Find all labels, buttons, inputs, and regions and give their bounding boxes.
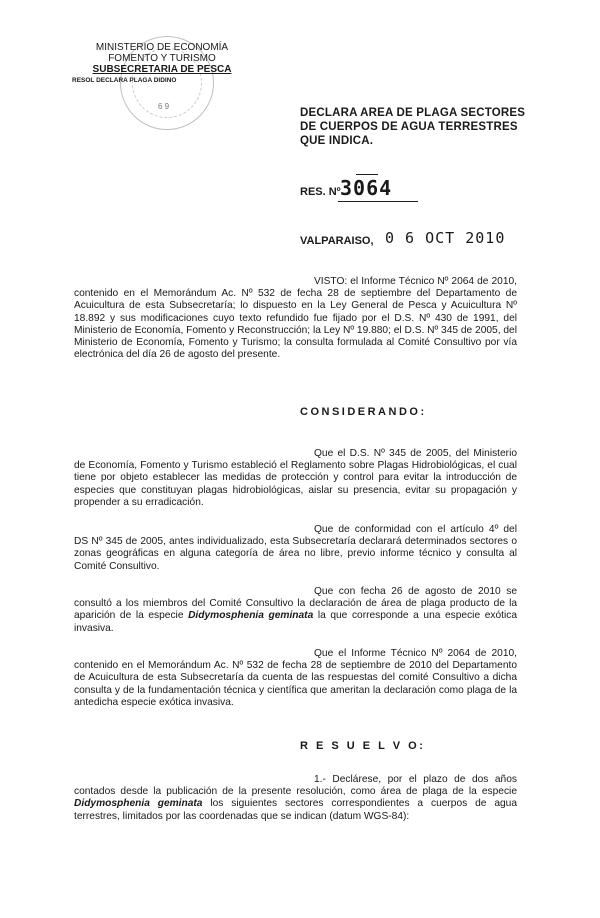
resolution-label: RES. Nº bbox=[300, 186, 341, 198]
document-title: DECLARA AREA DE PLAGA SECTORES DE CUERPOS DE AGUA TERRESTRES QUE INDICA. bbox=[300, 107, 526, 147]
ministry-subname: FOMENTO Y TURISMO bbox=[108, 53, 216, 64]
ministry-name: MINISTERIO DE ECONOMÍA bbox=[95, 42, 229, 53]
species-name: Didymosphenia geminata bbox=[188, 610, 314, 622]
resolution-dash bbox=[356, 174, 378, 175]
subsecretaria-name: SUBSECRETARIA DE PESCA bbox=[92, 64, 232, 75]
considerando-3-text-start: Que con fecha 26 de agosto de 2010 se consultó a los miembros del Comité Consultivo la declaración de área de plaga producto de la aparición de la especie bbox=[74, 586, 517, 622]
resolution-reference: RESOL DECLARA PLAGA DIDINO bbox=[72, 77, 177, 84]
date-stamp: 0 6 OCT 2010 bbox=[385, 229, 506, 247]
resolution-underline bbox=[338, 201, 418, 202]
resuelvo-1-text-end: los siguientes sectores correspondientes a cuerpos de agua terrestres, limitados por las coordenadas que se indican (datum WGS-84): bbox=[74, 798, 517, 822]
resolution-number: 3064 bbox=[340, 176, 393, 200]
considerando-paragraph-4: Que el Informe Técnico Nº 2064 de 2010, contenido en el Memorándum Ac. Nº 532 de fecha 28 de septiembre de 2010 del Departamento de Acuicultura de esta Subsecretaría da cuenta de las respuestas del comité Consultivo a dicha consulta y de la fundamentación técnica y científica que ameritan la declaración como plaga de la antedicha especie exótica invasiva. bbox=[74, 648, 517, 708]
resuelvo-heading: R E S U E L V O: bbox=[300, 740, 426, 752]
considerando-heading: CONSIDERANDO: bbox=[300, 406, 427, 418]
considerando-paragraph-2: Que de conformidad con el artículo 4º del DS Nº 345 de 2005, antes individualizado, esta Subsecretaría declarará determinados sectores o zonas geográficas en alguna categoría de área no libre, previo informe técnico y consulta al Comité Consultivo. bbox=[74, 524, 517, 572]
ministry-header bbox=[62, 42, 262, 86]
considerando-paragraph-3 bbox=[74, 586, 517, 635]
visto-paragraph: VISTO: el Informe Técnico Nº 2064 de 2010, contenido en el Memorándum Ac. Nº 532 de fecha 28 de septiembre del Departamento de Acuicultura de esta Subsecretaría; lo dispuesto en la Ley General de Pesca y Acuicultura Nº 18.892 y sus modificaciones cuyo texto refundido fue fijado por el D.S. Nº 430 de 1991, del Ministerio de Economía, Fomento y Reconstrucción; la Ley Nº 19.880; el D.S. Nº 345 de 2005, del Ministerio de Economía, Fomento y Turismo; la consulta formulada al Comité Consultivo por vía electrónica del día 26 de agosto del presente. bbox=[74, 276, 517, 361]
resuelvo-1-text-start: 1.- Declárese, por el plazo de dos años contados desde la publicación de la presente resolución, como área de plaga de la especie bbox=[74, 774, 517, 798]
considerando-paragraph-1: Que el D.S. Nº 345 de 2005, del Ministerio de Economía, Fomento y Turismo estableció el Reglamento sobre Plagas Hidrobiológicas, el cual tiene por objeto establecer las medidas de protección y control para evitar la introducción de especies que constituyan plagas hidrobiológicas, aislar su presencia, evitar su propagación y propender a su erradicación. bbox=[74, 448, 517, 508]
resuelvo-article-1 bbox=[74, 774, 517, 823]
considerando-3-text-end: la que corresponde a una especie exótica invasiva. bbox=[74, 610, 517, 634]
seal-mark: 6 9 bbox=[158, 102, 170, 111]
species-name-resuelvo: Didymosphenia geminata bbox=[74, 798, 203, 810]
place-label: VALPARAISO, bbox=[300, 235, 374, 247]
